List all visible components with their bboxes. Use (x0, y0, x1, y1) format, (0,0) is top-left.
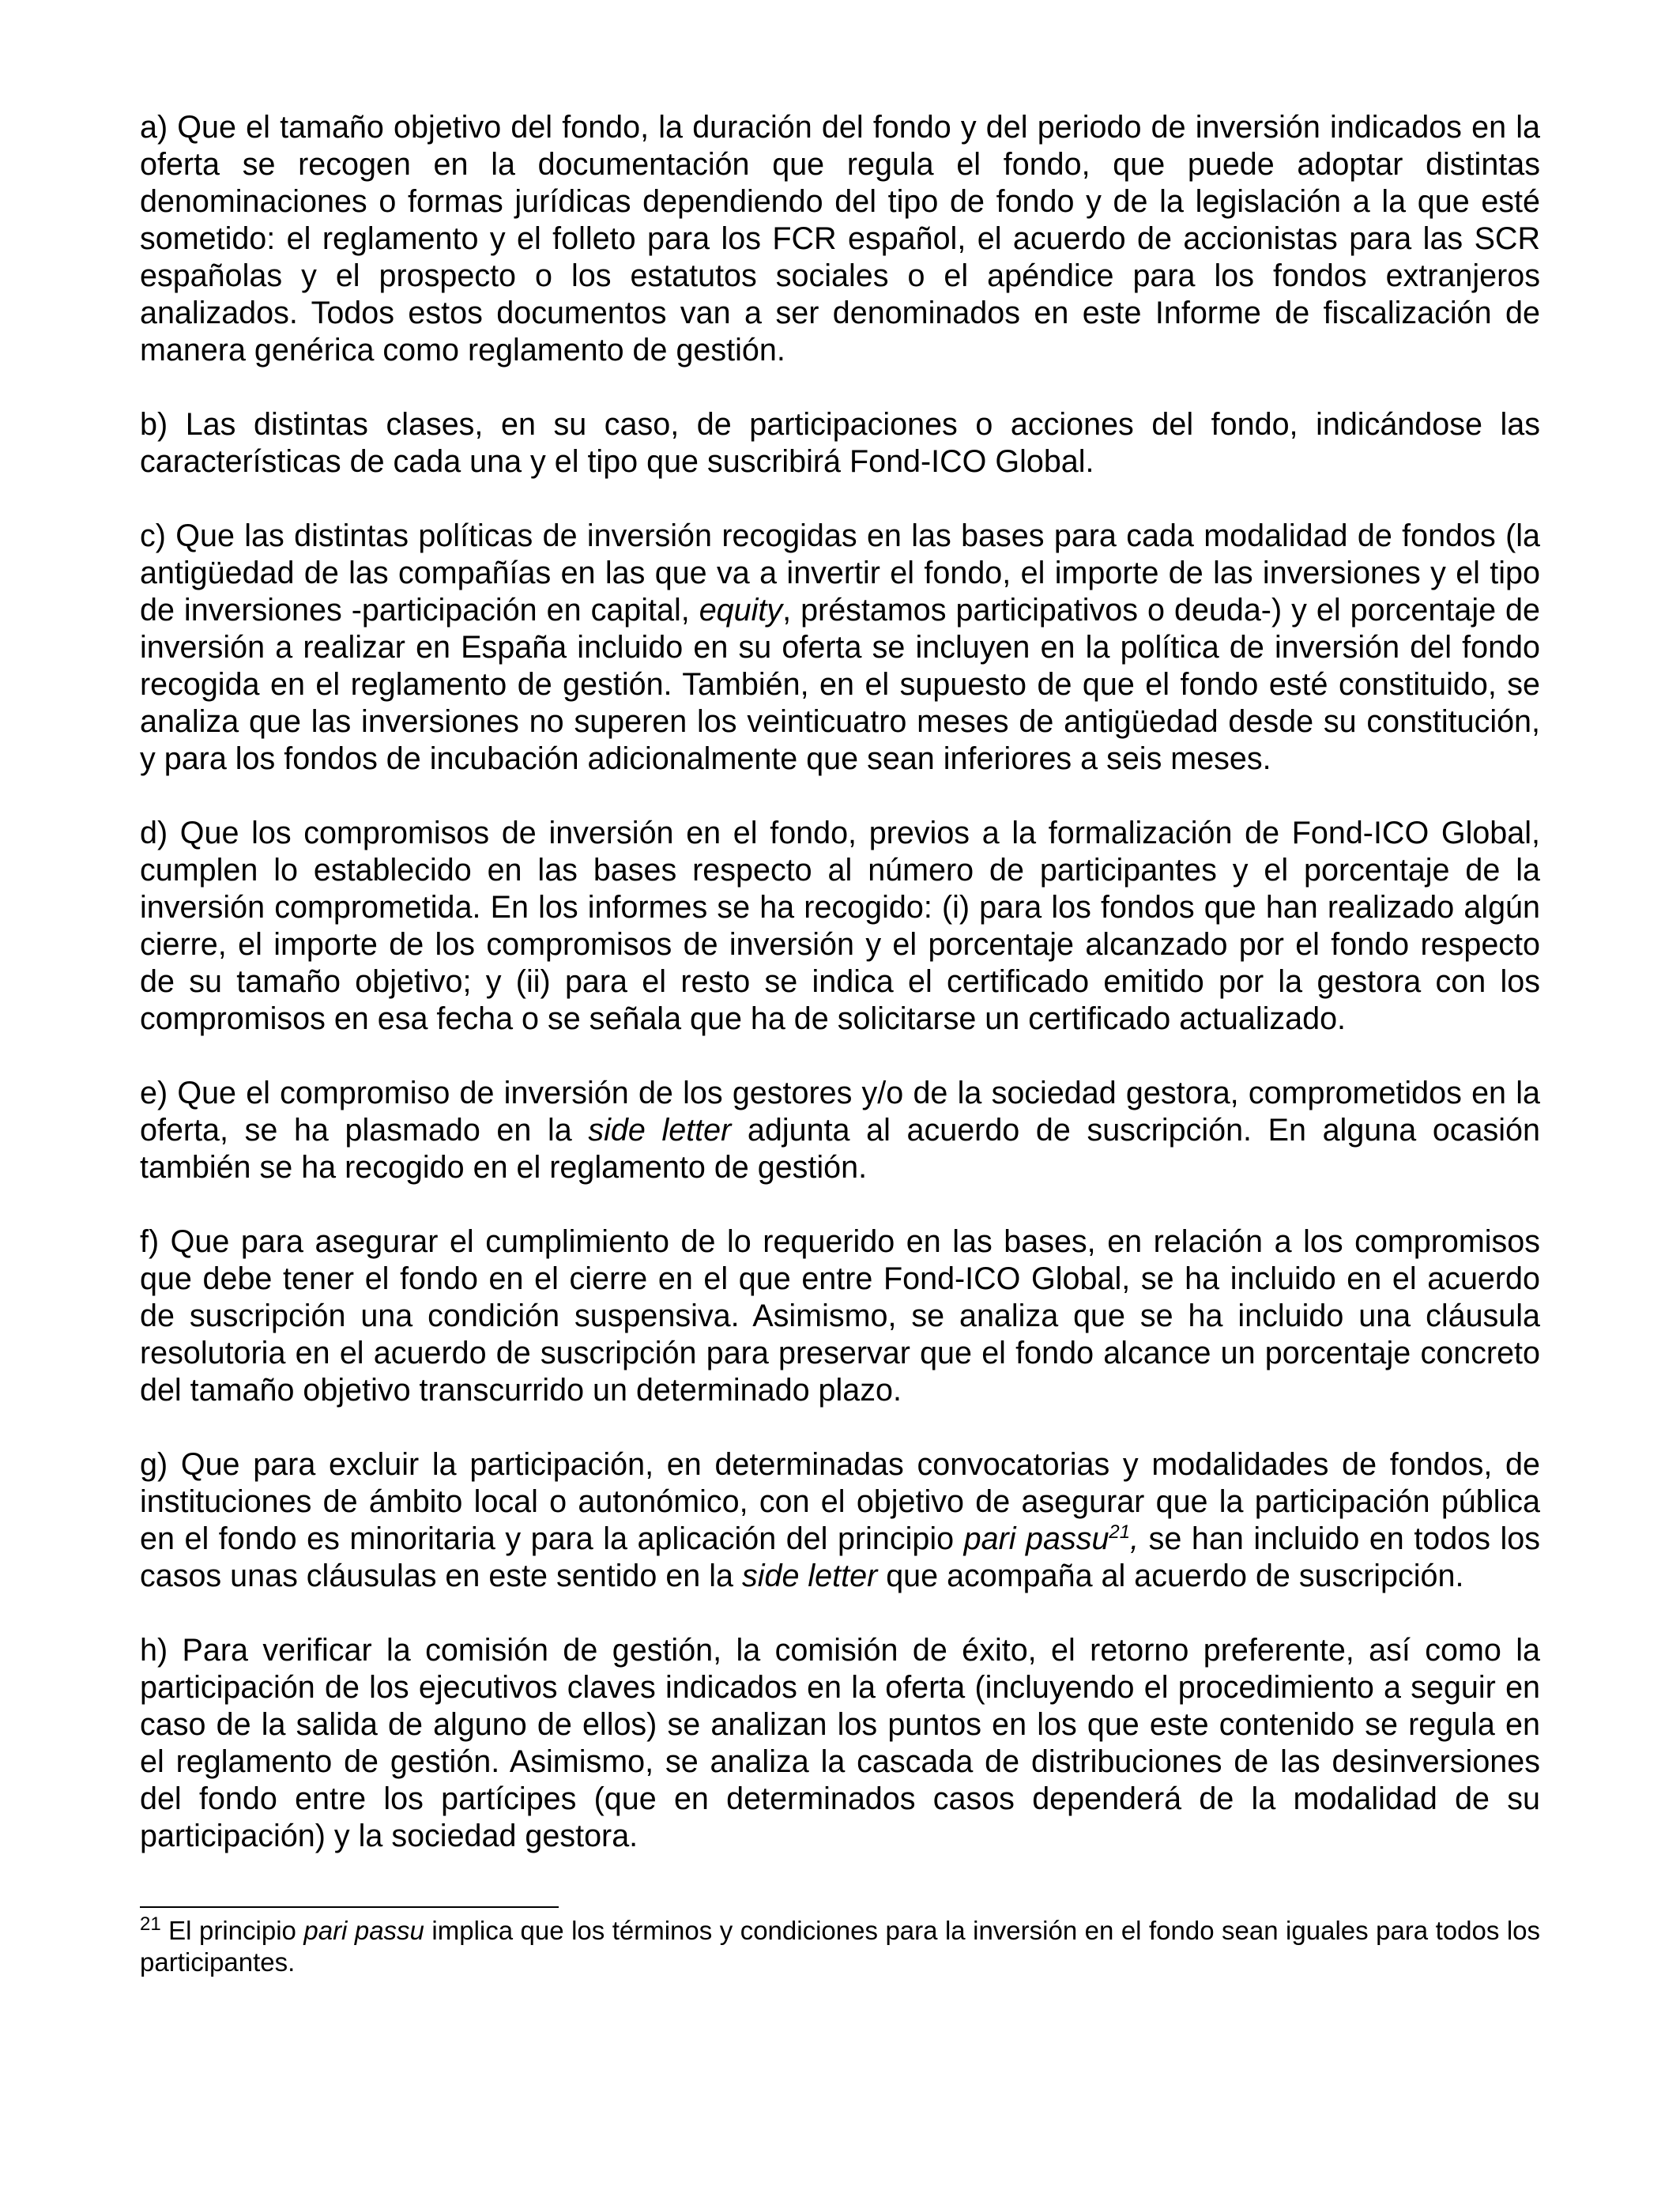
footnote-italic-pari-passu: pari passu (303, 1916, 424, 1945)
footnote-reference[interactable] (1109, 1521, 1130, 1543)
footnote (140, 1915, 1540, 1978)
paragraph-c-text-1: c) Que las distintas políticas de inversión recogidas en las bases para cada modalidad de fondos (la antigüedad de las compañías en las que va a invertir el fondo, el importe de las inversiones y el tipo de inversiones -participación en capital, (140, 518, 1540, 628)
footnote-text-2: implica que los términos y condiciones para la inversión en el fondo sean iguales para todos los participantes. (140, 1916, 1540, 1977)
paragraph-h-text: h) Para verificar la comisión de gestión, la comisión de éxito, el retorno preferente, así como la participación de los ejecutivos claves indicados en la oferta (incluyendo el procedimiento a seguir en caso de la salida de alguno de ellos) se analizan los puntos en los que este contenido se regula en el reglamento de gestión. Asimismo, se analiza la cascada de distribuciones de las desinversiones del fondo entre los partícipes (que en determinados casos dependerá de la modalidad de su participación) y la sociedad gestora. (140, 1633, 1540, 1853)
paragraph-f (140, 1223, 1540, 1409)
footnote-separator (140, 1906, 559, 1908)
paragraph-g-text-3: que acompaña al acuerdo de suscripción. (877, 1559, 1464, 1593)
paragraph-c-text-2: , préstamos participativos o deuda-) y el porcentaje de inversión a realizar en España incluido en su oferta se incluyen en la política de inversión del fondo recogida en el reglamento de gestión. También, en el supuesto de que el fondo esté constituido, se analiza que las inversiones no superen los veinticuatro meses de antigüedad desde su constitución, y para los fondos de incubación adicionalmente que sean inferiores a seis meses. (140, 593, 1540, 776)
document-body (140, 109, 1540, 1855)
paragraph-g-italic-comma: , (1130, 1521, 1139, 1556)
paragraph-g (140, 1446, 1540, 1595)
paragraph-b (140, 406, 1540, 481)
paragraph-g-italic-side-letter: side letter (741, 1559, 878, 1593)
paragraph-e-text-2: adjunta al acuerdo de suscripción. En alguna ocasión también se ha recogido en el reglamento de gestión. (140, 1113, 1540, 1185)
footnote-reference-number: 21 (1109, 1521, 1131, 1543)
paragraph-b-text: b) Las distintas clases, en su caso, de participaciones o acciones del fondo, indicándose las características de cada una y el tipo que suscribirá Fond-ICO Global. (140, 407, 1540, 479)
paragraph-e (140, 1075, 1540, 1186)
paragraph-d-text: d) Que los compromisos de inversión en el fondo, previos a la formalización de Fond-ICO Global, cumplen lo establecido en las bases respecto al número de participantes y el porcentaje de la inversión comprometida. En los informes se ha recogido: (i) para los fondos que han realizado algún cierre, el importe de los compromisos de inversión y el porcentaje alcanzado por el fondo respecto de su tamaño objetivo; y (ii) para el resto se indica el certificado emitido por la gestora con los compromisos en esa fecha o se señala que ha de solicitarse un certificado actualizado. (140, 816, 1540, 1036)
paragraph-g-text-1: g) Que para excluir la participación, en determinadas convocatorias y modalidades de fondos, de instituciones de ámbito local o autonómico, con el objetivo de asegurar que la participación pública en el fondo es minoritaria y para la aplicación del principio (140, 1447, 1540, 1556)
paragraph-a-text: a) Que el tamaño objetivo del fondo, la duración del fondo y del periodo de inversión indicados en la oferta se recogen en la documentación que regula el fondo, que puede adoptar distintas denominaciones o formas jurídicas dependiendo del tipo de fondo y de la legislación a la que esté sometido: el reglamento y el folleto para los FCR español, el acuerdo de accionistas para las SCR españolas y el prospecto o los estatutos sociales o el apéndice para los fondos extranjeros analizados. Todos estos documentos van a ser denominados en este Informe de fiscalización de manera genérica como reglamento de gestión. (140, 110, 1540, 368)
footnote-number: 21 (140, 1913, 161, 1935)
paragraph-g-text-2: se han incluido en todos los casos unas cláusulas en este sentido en la (140, 1521, 1540, 1593)
paragraph-f-text: f) Que para asegurar el cumplimiento de lo requerido en las bases, en relación a los compromisos que debe tener el fondo en el cierre en el que entre Fond-ICO Global, se ha incluido en el acuerdo de suscripción una condición suspensiva. Asimismo, se analiza que se ha incluido una cláusula resolutoria en el acuerdo de suscripción para preservar que el fondo alcance un porcentaje concreto del tamaño objetivo transcurrido un determinado plazo. (140, 1224, 1540, 1408)
paragraph-a (140, 109, 1540, 369)
paragraph-c-italic-equity: equity (699, 593, 783, 628)
paragraph-e-italic-side-letter: side letter (588, 1113, 732, 1148)
paragraph-e-text-1: e) Que el compromiso de inversión de los gestores y/o de la sociedad gestora, comprometidos en la oferta, se ha plasmado en la (140, 1076, 1540, 1148)
footnote-text-1: El principio (160, 1916, 304, 1945)
paragraph-h (140, 1632, 1540, 1855)
paragraph-g-italic-pari-passu: pari passu (963, 1521, 1109, 1556)
paragraph-c (140, 518, 1540, 778)
paragraph-d (140, 815, 1540, 1038)
